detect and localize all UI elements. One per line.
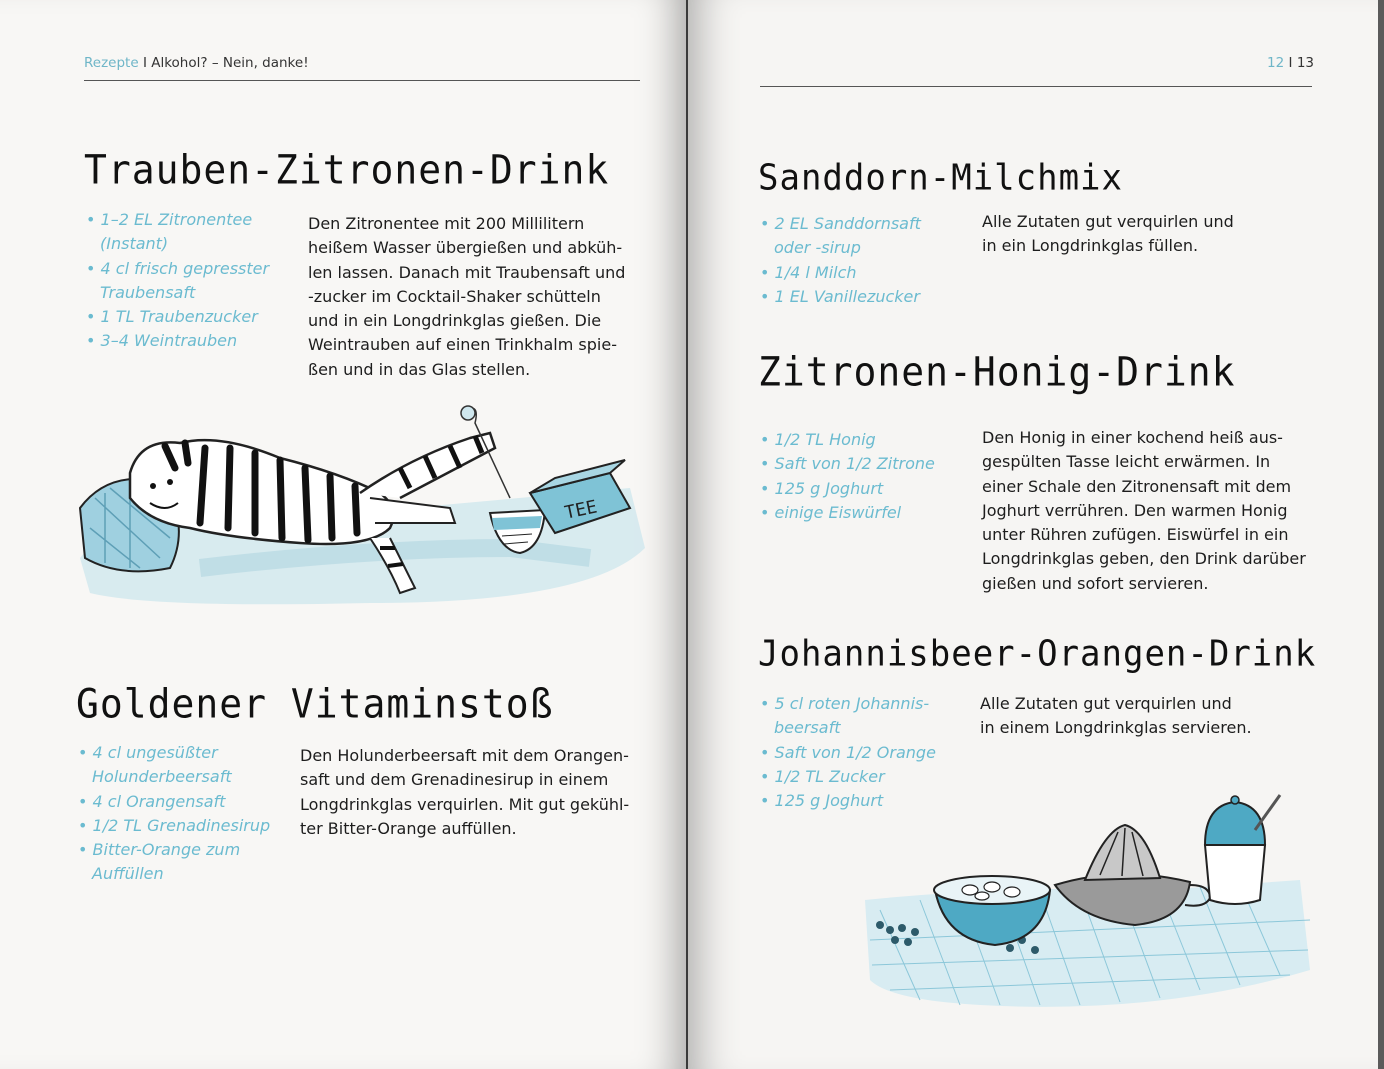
ingredient-item: • 3–4 Weintrauben [86, 329, 276, 353]
ingredient-list [86, 208, 276, 354]
recipe-title: Sanddorn-Milchmix [758, 157, 1123, 199]
ingredient-item: • Saft von 1/2 Orange [760, 741, 960, 765]
method-line: in einem Longdrinkglas servieren. [980, 718, 1252, 738]
recipe-title: Johannisbeer-Orangen-Drink [758, 633, 1317, 675]
method-line: Den Zitronentee mit 200 Millilitern [308, 214, 585, 233]
method-line: len lassen. Danach mit Traubensaft und [308, 262, 626, 282]
citrus-press-illustration [860, 790, 1320, 1020]
method-line: und in ein Longdrinkglas gießen. Die [308, 311, 602, 331]
method-line: in ein Longdrinkglas füllen. [982, 236, 1199, 256]
ingredient-list [760, 428, 960, 525]
ingredient-item: • 1 TL Traubenzucker [86, 305, 276, 329]
recipe-title: Goldener Vitaminstoß [76, 680, 554, 728]
ingredient-item: • 1–2 EL Zitronentee (Instant) [86, 208, 276, 257]
ingredient-item: • 125 g Joghurt [760, 477, 960, 501]
method-line: gießen und sofort servieren. [982, 573, 1209, 593]
ingredient-item: • 125 g Joghurt [760, 789, 960, 813]
header-rule-left [84, 80, 640, 81]
header-rule-right [760, 86, 1312, 87]
ingredient-item: • 1 EL Vanillezucker [760, 285, 950, 309]
ingredient-item: • 4 cl ungesüßter Holunderbeersaft [78, 741, 278, 790]
head-separator: I [1288, 55, 1293, 71]
method-line: Longdrinkglas geben, den Drink darüber [982, 549, 1306, 569]
method-line: ter Bitter-Orange auffüllen. [300, 818, 517, 838]
ingredient-item: • 5 cl roten Johannis-beersaft [760, 692, 960, 741]
method-line: einer Schale den Zitronensaft mit dem [982, 476, 1292, 496]
recipe-title: Zitronen-Honig-Drink [758, 348, 1236, 396]
ingredient-item: • 1/4 l Milch [760, 261, 950, 285]
method-line: Alle Zutaten gut verquirlen und [982, 212, 1234, 231]
ingredient-item: • 1/2 TL Grenadinesirup [78, 814, 278, 838]
method-line: -zucker im Cocktail-Shaker schütteln [308, 286, 601, 306]
method-line: Joghurt verrühren. Den warmen Honig [982, 500, 1288, 520]
method-text [308, 212, 638, 382]
running-head-right [1267, 55, 1314, 71]
method-line: heißem Wasser übergießen und abküh- [308, 238, 623, 258]
method-text [300, 744, 640, 841]
running-head-left [84, 55, 309, 71]
recipe-title: Trauben-Zitronen-Drink [84, 146, 610, 194]
ingredient-list [760, 212, 950, 309]
ingredient-item: • Bitter-Orange zum Auffüllen [78, 838, 278, 887]
ingredient-list [78, 741, 278, 887]
section-label: Rezepte [84, 55, 139, 71]
right-page [688, 0, 1384, 1069]
method-line: ßen und in das Glas stellen. [308, 359, 531, 379]
method-line: saft und dem Grenadinesirup in einem [300, 770, 609, 790]
page-number-left: 12 [1267, 55, 1285, 71]
ingredient-item: • 1/2 TL Honig [760, 428, 960, 452]
ingredient-item: • 4 cl frisch gepresster Traubensaft [86, 257, 276, 306]
method-text [982, 210, 1302, 259]
ingredient-item: • 4 cl Orangensaft [78, 790, 278, 814]
method-line: unter Rühren zufügen. Eiswürfel in ein [982, 525, 1289, 545]
ingredient-item: • 2 EL Sanddornsaft oder -sirup [760, 212, 950, 261]
zebra-tea-illustration [70, 398, 650, 610]
method-line: Den Holunderbeersaft mit dem Orangen- [300, 746, 629, 765]
method-text [980, 692, 1310, 741]
ingredient-item: • einige Eiswürfel [760, 501, 960, 525]
tea-box-label: TEE [562, 496, 599, 524]
page-number-right: 13 [1296, 55, 1314, 71]
chapter-label: Alkohol? – Nein, danke! [151, 55, 309, 71]
method-line: Longdrinkglas verquirlen. Mit gut gekühl- [300, 794, 630, 814]
method-line: gespülten Tasse leicht erwärmen. In [982, 452, 1271, 472]
method-line: Den Honig in einer kochend heiß aus- [982, 428, 1283, 447]
left-page [0, 0, 688, 1069]
book-edge [1378, 0, 1384, 1069]
head-separator: I [142, 55, 147, 71]
ingredient-item: • Saft von 1/2 Zitrone [760, 452, 960, 476]
method-text [982, 426, 1312, 596]
method-line: Weintrauben auf einen Trinkhalm spie- [308, 335, 617, 355]
ingredient-item: • 1/2 TL Zucker [760, 765, 960, 789]
method-line: Alle Zutaten gut verquirlen und [980, 694, 1232, 713]
